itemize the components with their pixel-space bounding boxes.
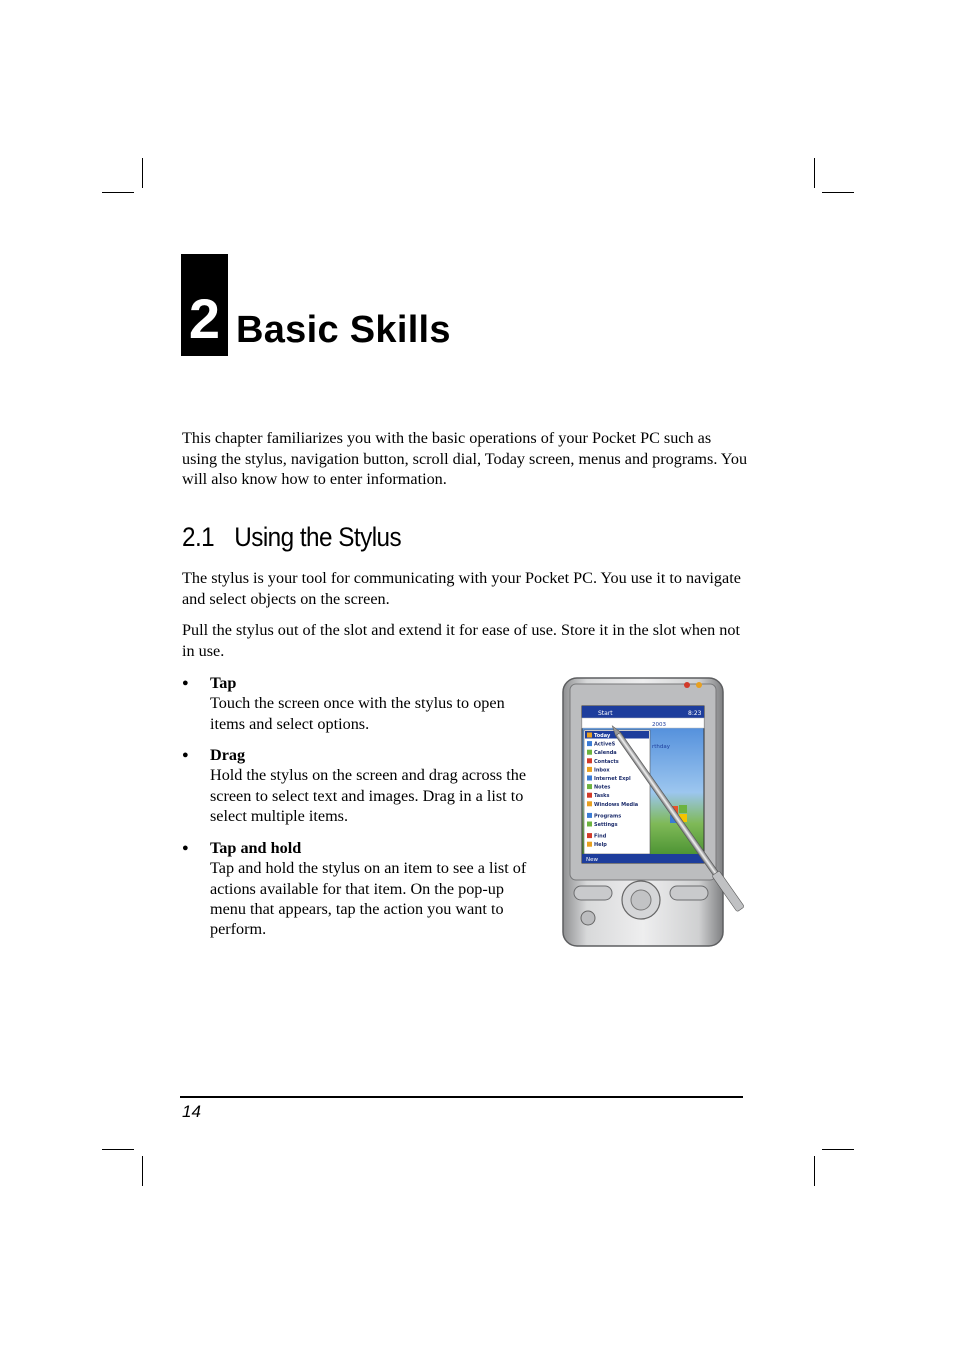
- screen-menu-item: Help: [594, 842, 607, 849]
- intro-paragraph: This chapter familiarizes you with the basic operations of your Pocket PC such as using the stylus, navigation button, scroll dial, Today screen, menus and programs. You will also know how to enter information.: [182, 429, 748, 488]
- screen-menu-item: Inbox: [594, 767, 610, 774]
- chapter-number: 2: [188, 287, 221, 350]
- bullet-body: Tap and hold the stylus on an item to see a list of actions available for that item. On the pop-up menu that appears, tap the action you want to perform.: [210, 859, 527, 939]
- screen-menu-icon: [587, 813, 592, 818]
- chapter-title: Basic Skills: [236, 309, 451, 351]
- screen-menu-icon: [587, 741, 592, 746]
- screen-menu-icon: [587, 758, 592, 763]
- screen-menu-item: Contacts: [594, 758, 619, 765]
- bullet-dot: ●: [182, 749, 189, 761]
- screen-menu-item: Find: [594, 833, 607, 840]
- crop-mark: [142, 158, 143, 188]
- stylus-storage-paragraph: Pull the stylus out of the slot and extend it for ease of use. Store it in the slot when not in use.: [182, 621, 740, 660]
- screen-menu-icon: [587, 833, 592, 838]
- screen-menu-icon: [587, 733, 592, 738]
- crop-mark: [822, 1149, 854, 1150]
- crop-mark: [814, 1156, 815, 1186]
- screen-menu-item: Programs: [594, 813, 622, 820]
- bullet-dot: ●: [182, 677, 189, 689]
- screen-softkey: New: [586, 857, 598, 863]
- screen-menu-item: Windows Media: [594, 801, 639, 808]
- screen-start-label: Start: [598, 710, 613, 717]
- screen-menu-item: Tasks: [594, 793, 610, 800]
- page-number: 14: [182, 1102, 201, 1121]
- screen-menu-icon: [587, 767, 592, 772]
- screen-menu-item: Calenda: [594, 750, 617, 757]
- screen-time: 8:23: [688, 710, 702, 717]
- screen-menu-icon: [587, 842, 592, 847]
- crop-mark: [822, 192, 854, 193]
- screen-menu-icon: [587, 776, 592, 781]
- screen-menu-icon: [587, 784, 592, 789]
- screen-menu-item: Settings: [594, 822, 618, 828]
- crop-mark: [142, 1156, 143, 1186]
- crop-mark: [102, 192, 134, 193]
- bullet-title: Drag: [210, 746, 246, 764]
- screen-birthday: rthday: [652, 744, 671, 750]
- section-heading: [182, 518, 401, 556]
- footer-rule: [180, 1096, 743, 1098]
- screen-menu-icon: [587, 793, 592, 798]
- screen-menu-item: Today: [594, 733, 611, 739]
- screen-menu-item: Notes: [594, 784, 611, 791]
- stylus-paragraph: The stylus is your tool for communicating with your Pocket PC. You use it to navigate and select objects on the screen.: [182, 569, 741, 608]
- screen-menu-icon: [587, 801, 592, 806]
- bullet-body: Touch the screen once with the stylus to open items and select options.: [210, 694, 505, 733]
- pocket-pc-illustration: [558, 672, 748, 952]
- crop-mark: [814, 158, 815, 188]
- section-title: Using the Stylus: [234, 522, 402, 552]
- section-number: 2.1: [182, 522, 215, 552]
- bullet-body: Hold the stylus on the screen and drag across the screen to select text and images. Drag in a list to select multiple items.: [210, 766, 527, 825]
- screen-menu-item: ActiveS: [594, 741, 616, 748]
- bullet-title: Tap: [210, 674, 237, 692]
- screen-year: 2003: [652, 722, 666, 728]
- power-button: [581, 911, 595, 925]
- screen-menu-icon: [587, 822, 592, 827]
- crop-mark: [102, 1149, 134, 1150]
- bullet-title: Tap and hold: [210, 839, 302, 857]
- screen-menu-icon: [587, 750, 592, 755]
- screen-menu-item: Internet Expl: [594, 776, 631, 782]
- bullet-dot: ●: [182, 842, 189, 854]
